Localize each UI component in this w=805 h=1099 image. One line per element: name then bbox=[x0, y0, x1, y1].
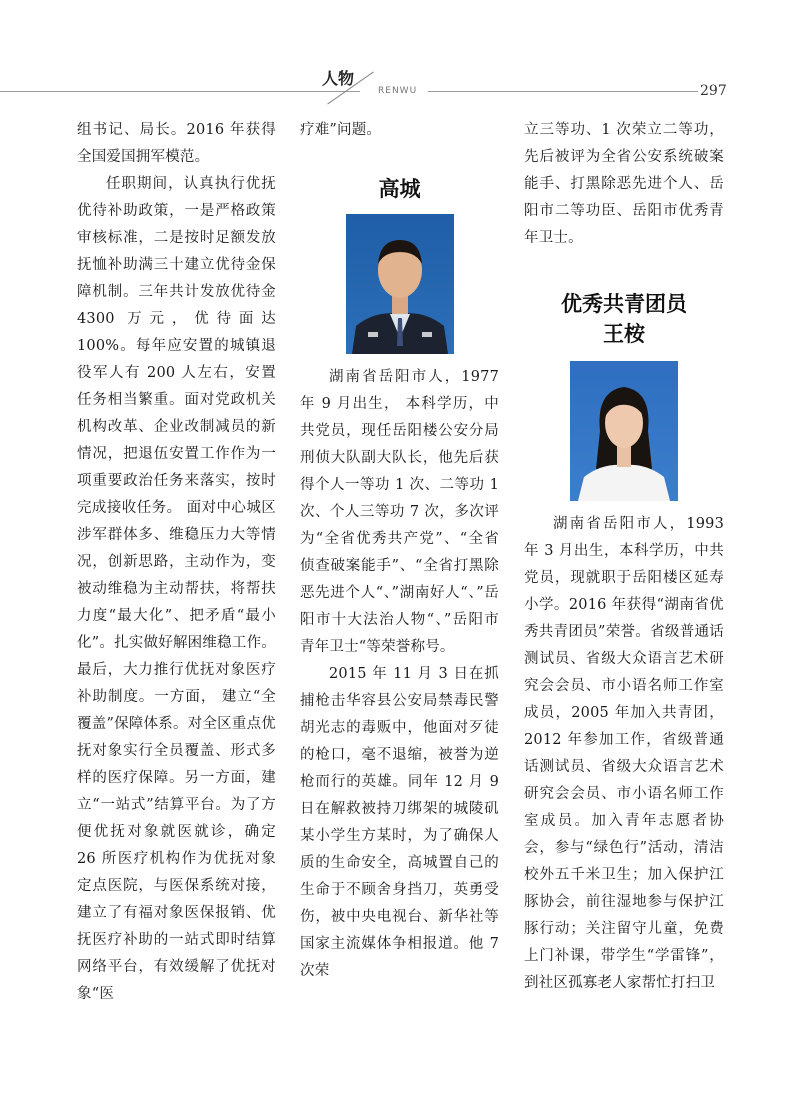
person-name-gaocheng: 高城 bbox=[378, 177, 421, 201]
person-name-wangan: 王桉 bbox=[603, 322, 645, 346]
page-number: 297 bbox=[700, 83, 727, 99]
column-1 bbox=[77, 117, 276, 1008]
col1-paragraph-2: 任职期间，认真执行优抚优待补助政策，一是严格政策审核标准，二是按时足额发放抚恤补助满三十建立优待金保障机制。三年共计发放优待金 4300 万元，优待面达 100%。每年应安置的城镇退役军人有 200 人左右，安置任务相当繁重。面对党政机关机构改革、企业改制减员的新情况，把退伍安置工作作为一项重要政治任务来落实，按时完成接收任务。 面对中心城区涉军群体多、维稳压力大等情况，创新思路，主动作为，变被动维稳为主动帮扶，将帮扶力度“最大化”、把矛盾“最小化”。扎实做好解困维稳工作。最后，大力推行优抚对象医疗补助制度。一方面， 建立“全覆盖”保障体系。对全区重点优抚对象实行全员覆盖、形式多样的医疗保障。另一方面，建立“一站式”结算平台。为了方便优抚对象就医就诊，确定 26 所医疗机构作为优抚对象定点医院，与医保系统对接，建立了有福对象医保报销、优抚医疗补助的一站式即时结算网络平台，有效缓解了优抚对象“医 bbox=[77, 176, 276, 1002]
portrait-photo-gaocheng bbox=[346, 214, 454, 354]
header-rule-left bbox=[0, 91, 360, 92]
header-rule-right bbox=[428, 91, 698, 92]
page-header bbox=[0, 0, 805, 110]
portrait-photo-wangan bbox=[570, 361, 678, 501]
section-title-en: RENWU bbox=[378, 86, 418, 96]
col2-paragraph-2: 2015 年 11 月 3 日在抓捕枪击华容县公安局禁毒民警胡光志的毒贩中，他面对歹徒的枪口，毫不退缩，被誉为逆枪而行的英雄。同年 12 月 9 日在解救被持刀绑架的城陵矶某小学生方某时，为了确保人质的生命安全，高城置自己的生命于不顾舍身挡刀，英勇受伤，被中央电视台、新华社等国家主流媒体争相报道。他 7 次荣 bbox=[300, 666, 499, 979]
col2-paragraph-0: 疗难”问题。 bbox=[300, 122, 382, 138]
col3-paragraph-1: 湖南省岳阳市人，1993 年 3 月出生，本科学历，中共党员，现就职于岳阳楼区延寿小学。2016 年获得“湖南省优秀共青团员”荣誉。省级普通话测试员、省级大众语言艺术研究会会员、市小语名师工作室成员，2005 年加入共青团，2012 年参加工作，省级普通话测试员、省级大众语言艺术研究会会员、市小语名师工作室成员。加入青年志愿者协会，参与“绿色行”活动，清洁校外五千米卫生；加入保护江豚协会，前往湿地参与保护江豚行动；关注留守儿童，免费上门补课，带学生“学雷锋”，到社区孤寡老人家帮忙打扫卫 bbox=[524, 516, 724, 991]
award-heading bbox=[524, 289, 724, 349]
section-title: 人物 bbox=[322, 69, 355, 88]
column-2 bbox=[300, 117, 499, 985]
award-title: 优秀共青团员 bbox=[561, 292, 687, 316]
col2-paragraph-1: 湖南省岳阳市人，1977 年 9 月出生， 本科学历，中共党员，现任岳阳楼公安分局刑侦大队副大队长，他先后获得个人一等功 1 次、二等功 1 次、个人三等功 7 次，多次评为“全省优秀共产党”、“全省侦查破案能手”、“全省打黑除恶先进个人“、”湖南好人“、”岳阳市十大法治人物“、”岳阳市青年卫士“等荣誉称号。 bbox=[300, 369, 499, 655]
col3-paragraph-0: 立三等功、1 次荣立二等功，先后被评为全省公安系统破案能手、打黑除恶先进个人、岳阳市二等功臣、岳阳市优秀青年卫士。 bbox=[524, 122, 724, 246]
column-3 bbox=[524, 117, 724, 997]
col1-paragraph-1: 组书记、局长。2016 年获得全国爱国拥军模范。 bbox=[77, 122, 276, 165]
